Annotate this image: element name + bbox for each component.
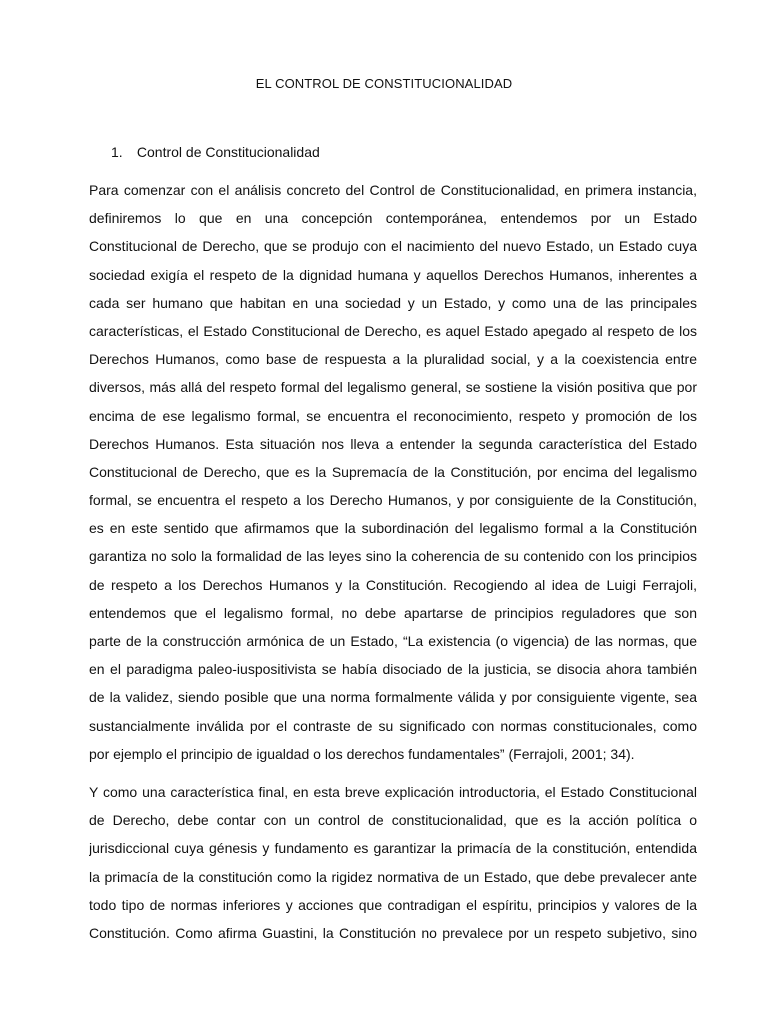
paragraph-line: encima de ese legalismo formal, se encuentra el reconocimiento, respeto y promoción de los — [89, 407, 697, 424]
paragraph-line: Constitucional de Derecho, que se produjo con el nacimiento del nuevo Estado, un Estado cuya — [89, 238, 697, 255]
section-heading — [111, 144, 320, 160]
paragraph-line: todo tipo de normas inferiores y acciones que contradigan el espíritu, principios y valores de la — [89, 896, 697, 913]
paragraph-line: Derechos Humanos. Esta situación nos lleva a entender la segunda característica del Estado — [89, 435, 697, 452]
paragraph-line: jurisdiccional cuya génesis y fundamento es garantizar la primacía de la constitución, entendida — [89, 840, 697, 857]
paragraph — [89, 778, 697, 947]
paragraph-line: definiremos lo que en una concepción contemporánea, entendemos por un Estado — [89, 210, 697, 227]
paragraph-line: sociedad exigía el respeto de la dignidad humana y aquellos Derechos Humanos, inherentes a — [89, 266, 697, 283]
paragraph-line: por ejemplo el principio de igualdad o los derechos fundamentales” (Ferrajoli, 2001; 34). — [89, 745, 635, 762]
body-text — [89, 176, 697, 947]
paragraph-line: Constitución. Como afirma Guastini, la Constitución no prevalece por un respeto subjetivo, sino — [89, 924, 697, 941]
paragraph-line: diversos, más allá del respeto formal del legalismo general, se sostiene la visión positiva que por — [89, 379, 697, 396]
paragraph-line: en el paradigma paleo-iuspositivista se había disociado de la justicia, se disocia ahora también — [89, 661, 697, 678]
paragraph-line: parte de la construcción armónica de un Estado, “La existencia (o vigencia) de las normas, que — [89, 633, 697, 649]
paragraph-line: cada ser humano que habitan en una sociedad y un Estado, y como una de las principales — [89, 294, 697, 311]
paragraph-line: la primacía de la constitución como la rigidez normativa de un Estado, que debe prevalecer ante — [89, 868, 697, 885]
paragraph-line: Constitucional de Derecho, que es la Supremacía de la Constitución, por encima del legalismo — [89, 463, 697, 480]
paragraph-line: garantiza no solo la formalidad de las leyes sino la coherencia de su contenido con los principios — [89, 548, 697, 565]
paragraph-line: de Derecho, debe contar con un control de constitucionalidad, que es la acción política o — [89, 812, 697, 829]
paragraph-line: Derechos Humanos, como base de respuesta a la pluralidad social, y a la coexistencia entre — [89, 351, 697, 368]
section-number: 1. — [111, 144, 123, 160]
paragraph-line: de respeto a los Derechos Humanos y la Constitución. Recogiendo al idea de Luigi Ferrajoli, — [89, 576, 697, 593]
paragraph — [89, 176, 697, 768]
paragraph-line: Para comenzar con el análisis concreto del Control de Constitucionalidad, en primera instancia, — [89, 182, 697, 198]
paragraph-line: Y como una característica final, en esta breve explicación introductoria, el Estado Constitucional — [89, 783, 697, 800]
paragraph-line: entendemos que el legalismo formal, no debe apartarse de principios reguladores que son — [89, 604, 697, 621]
section-heading-text: Control de Constitucionalidad — [136, 144, 320, 160]
paragraph-line: sustancialmente inválida por el contraste de su significado con normas constitucionales, como — [89, 717, 697, 734]
paragraph-line: características, el Estado Constitucional de Derecho, es aquel Estado apegado al respeto de los — [89, 322, 697, 339]
paragraph-line: es en este sentido que afirmamos que la subordinación del legalismo formal a la Constitución — [89, 520, 697, 537]
paragraph-line: de la validez, siendo posible que una norma formalmente válida y por consiguiente vigente, sea — [89, 689, 697, 706]
paragraph-line: formal, se encuentra el respeto a los Derecho Humanos, y por consiguiente de la Constitución, — [89, 492, 697, 509]
document-title: EL CONTROL DE CONSTITUCIONALIDAD — [255, 76, 513, 91]
paragraph-spacer — [89, 768, 697, 778]
